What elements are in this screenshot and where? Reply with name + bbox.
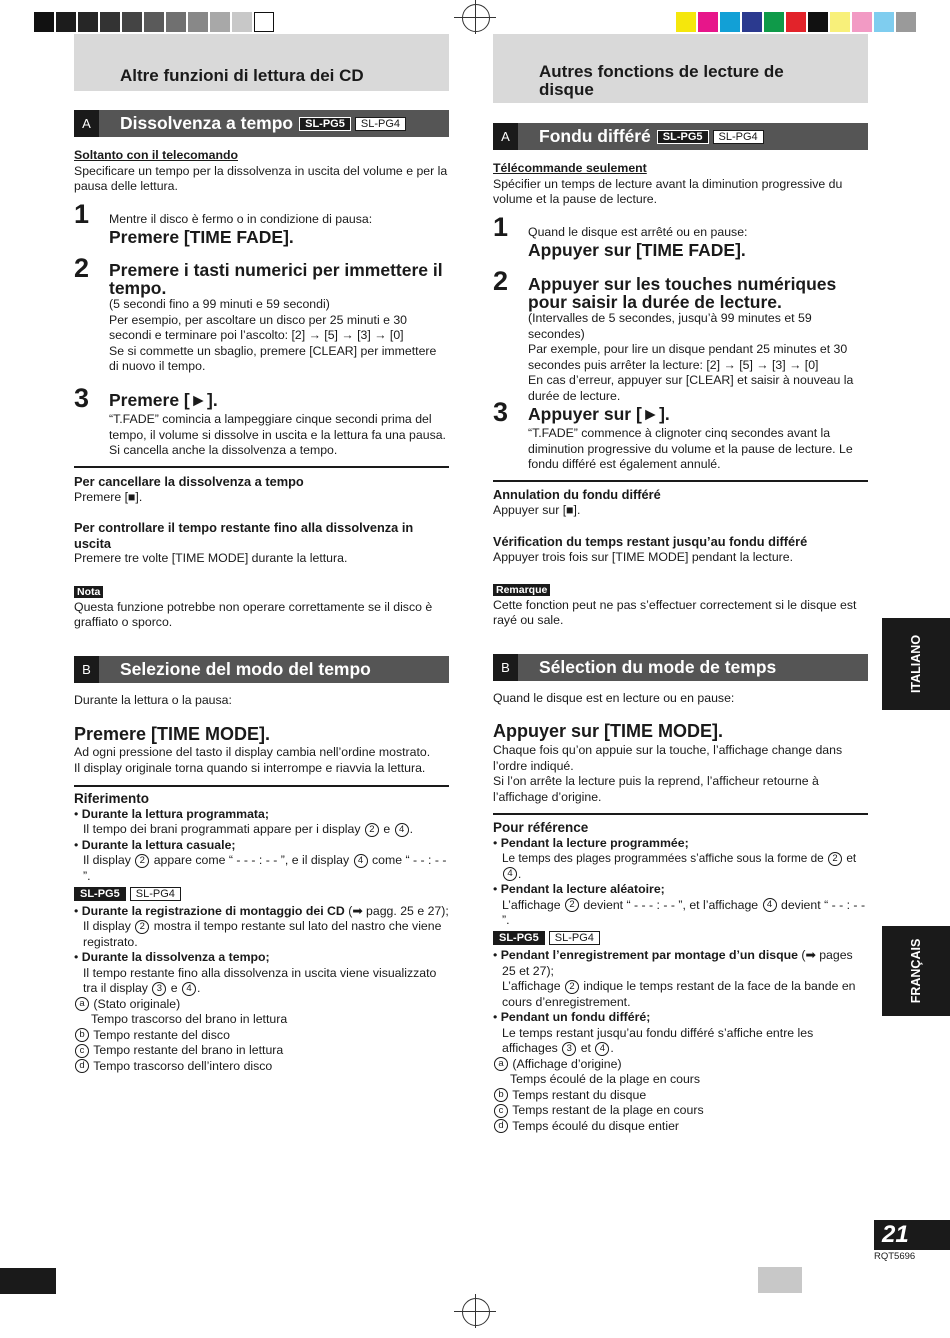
step-number: 2 <box>493 266 509 296</box>
b-instruction: Appuyer sur [TIME MODE]. <box>493 721 724 741</box>
step-3 <box>528 405 868 473</box>
section-title: Sélection du mode de temps <box>539 657 777 677</box>
french-column <box>493 0 868 1338</box>
italian-title-box <box>74 34 449 91</box>
legend-text: Temps restant du disque <box>512 1087 647 1102</box>
divider <box>493 480 868 482</box>
display-number: 2 <box>135 920 149 934</box>
ref-text: et <box>846 851 857 865</box>
french-title: Autres fonctions de lecture de disque <box>539 62 784 99</box>
step-2-line: (5 secondi fino a 99 minuti e 59 secondi) <box>109 297 330 311</box>
step-2-line: Per esempio, per ascoltare un disco per 25 minuti e 30 secondi e terminare poi l’ascolto: [2] → [5] → [3] → [0] <box>109 312 408 342</box>
legend-item <box>74 997 449 1013</box>
ref-text: appare come “ - - - : - - ”, e il display <box>153 853 350 867</box>
italian-title: Altre funzioni di lettura dei CD <box>120 66 364 85</box>
reference-item-text <box>493 851 868 882</box>
step-3 <box>109 391 449 459</box>
ref-text: Il display <box>83 853 131 867</box>
display-number: 2 <box>828 852 842 866</box>
remote-text: Spécifier un temps de lecture avant la diminution progressive du volume et la pause de lecture. <box>493 176 843 206</box>
reference-item: • Durante la dissolvenza a tempo; <box>74 950 270 964</box>
section-letter: B <box>493 654 518 681</box>
legend-letter: d <box>494 1119 508 1133</box>
reference-item-head: Durante la lettura casuale; <box>81 837 236 852</box>
cancel-block <box>74 474 449 505</box>
ref-text: et <box>580 1041 591 1055</box>
display-number: 4 <box>182 982 196 996</box>
reference-item-head: Pendant la lecture programmée; <box>500 835 689 850</box>
reference-item-head: Pendant la lecture aléatoire; <box>500 882 665 896</box>
display-number: 4 <box>503 867 517 881</box>
note-label: Remarque <box>493 584 550 596</box>
note-block <box>493 582 868 629</box>
legend-text: Temps restant de la plage en cours <box>512 1103 704 1117</box>
ref-text: Il tempo restante fino alla dissolvenza in uscita viene visualizzato tra il display <box>83 965 437 995</box>
step-number: 1 <box>493 212 509 242</box>
b-line: Chaque fois qu’on appuie sur la touche, l’affichage change dans l’ordre indiqué. <box>493 743 843 773</box>
step-number: 3 <box>493 397 509 427</box>
reference-item: • Pendant la lecture aléatoire; <box>493 882 665 896</box>
display-number: 3 <box>152 982 166 996</box>
reference-item-head: Pendant l’enregistrement par montage d’un disque <box>500 948 798 962</box>
display-number: 4 <box>595 1042 609 1056</box>
b-line: Il display originale torna quando si interrompe e riavvia la lettura. <box>74 760 426 775</box>
cancel-block <box>493 487 868 518</box>
legend-item <box>74 1043 449 1059</box>
registration-mark-bottom <box>462 1298 488 1324</box>
step-3-text: “T.FADE” commence à clignoter cinq secondes avant la diminution progressive du volume et la pause de lecture. Le fondu différé est également annulé. <box>528 426 853 471</box>
cancel-text: Appuyer sur [■]. <box>493 502 581 517</box>
legend-text: Tempo restante del brano in lettura <box>93 1043 284 1057</box>
check-block <box>493 534 868 565</box>
model-badge-pg4: SL-PG4 <box>130 887 181 901</box>
bottom-gray-mark <box>758 1267 802 1293</box>
remote-heading: Soltanto con il telecomando <box>74 148 238 162</box>
reference-item-text <box>74 966 449 997</box>
legend-letter: a <box>75 997 89 1011</box>
ref-text: . <box>197 981 201 995</box>
step-1-instruction: Premere [TIME FADE]. <box>109 226 294 247</box>
b-text <box>493 743 868 805</box>
note-text: Cette fonction peut ne pas s’effectuer correctement si le disque est rayé ou sale. <box>493 597 857 627</box>
note-label: Nota <box>74 586 103 598</box>
b-line: Si l’on arrête la lecture puis la reprend, l’afficheur retourne à l’affichage d’origine. <box>493 774 819 804</box>
ref-text: Le temps des plages programmées s’affiche sous la forme de <box>502 851 824 865</box>
remote-note <box>493 161 868 208</box>
b-pre: Durante la lettura o la pausa: <box>74 693 232 707</box>
step-1-instruction: Appuyer sur [TIME FADE]. <box>528 239 746 260</box>
b-pre: Quand le disque est en lecture ou en pause: <box>493 691 735 705</box>
note-block <box>74 584 449 631</box>
ref-text: indique le temps restant de la face de la bande en cours d’enregistrement. <box>502 979 856 1009</box>
remote-heading: Télécommande seulement <box>493 161 647 175</box>
legend-item <box>74 1028 449 1044</box>
step-2-instruction: Premere i tasti numerici per immettere il tempo. <box>109 260 443 298</box>
legend-text: (Stato originale) <box>93 996 181 1011</box>
ref-text: . <box>409 822 414 836</box>
display-number: 2 <box>365 823 379 837</box>
reference-item-head: Durante la registrazione di montaggio dei CD <box>81 903 345 918</box>
legend-item <box>74 1059 449 1075</box>
ref-text: L’affichage <box>502 897 561 912</box>
legend-letter: a <box>494 1057 508 1071</box>
step-2 <box>109 261 449 375</box>
language-tab-italiano <box>882 618 950 710</box>
legend-item <box>493 1103 868 1119</box>
divider <box>493 813 868 815</box>
cancel-heading: Annulation du fondu différé <box>493 487 661 502</box>
model-badge-pg5: SL-PG5 <box>299 117 351 131</box>
display-number: 2 <box>565 980 579 994</box>
registration-mark-top <box>462 4 488 30</box>
language-tab-label: ITALIANO <box>909 634 923 694</box>
legend-text: Temps écoulé de la plage en cours <box>510 1072 701 1086</box>
display-number: 3 <box>562 1042 576 1056</box>
page-number: 21 <box>882 1221 909 1248</box>
section-title: Selezione del modo del tempo <box>120 659 371 679</box>
legend-item <box>493 1057 868 1073</box>
divider <box>74 466 449 468</box>
ref-text: . <box>518 866 522 881</box>
model-badge-pg4: SL-PG4 <box>355 117 406 131</box>
legend-letter: d <box>75 1059 89 1073</box>
display-number: 4 <box>354 854 368 868</box>
cancel-text: Premere [■]. <box>74 489 143 504</box>
reference-item: • Durante la registrazione di montaggio dei CD (➡ pagg. 25 e 27); <box>74 903 449 918</box>
italian-column <box>74 0 449 1338</box>
step-3-text: “T.FADE” comincia a lampeggiare cinque secondi prima del tempo, il volume si dissolve in uscita e la lettura fa una pausa. Si cancella anche la dissolvenza a tempo. <box>109 412 446 457</box>
step-1 <box>109 212 449 246</box>
legend-item <box>493 1088 868 1104</box>
step-2 <box>528 275 868 404</box>
document-code: RQT5696 <box>874 1251 916 1262</box>
legend-item <box>493 1119 868 1135</box>
language-tab-label: FRANÇAIS <box>909 938 923 1004</box>
reference-heading: Riferimento <box>74 791 150 806</box>
legend-letter: c <box>75 1044 89 1058</box>
check-heading: Vérification du temps restant jusqu’au fondu différé <box>493 534 808 549</box>
reference-item-text <box>74 822 449 838</box>
display-number: 2 <box>565 898 579 912</box>
reference-item: • Pendant la lecture programmée; <box>493 835 689 850</box>
check-heading: Per controllare il tempo restante fino alla dissolvenza in uscita <box>74 520 414 551</box>
display-number: 2 <box>135 854 149 868</box>
step-2-line: En cas d’erreur, appuyer sur [CLEAR] et saisir à nouveau la durée de lecture. <box>528 373 854 403</box>
ref-text: come “ - - : - - ”. <box>83 853 447 883</box>
reference-heading: Pour référence <box>493 820 589 835</box>
remote-note <box>74 148 449 195</box>
step-number: 1 <box>74 199 90 229</box>
ref-text: e <box>170 981 178 995</box>
check-text: Appuyer trois fois sur [TIME MODE] pendant la lecture. <box>493 549 794 564</box>
reference-item: • Durante la lettura programmata; <box>74 806 269 821</box>
reference-block <box>493 820 868 1134</box>
legend-text: Temps écoulé du disque entier <box>512 1118 679 1133</box>
ref-text: mostra il tempo restante sul lato del nastro che viene registrato. <box>83 919 442 949</box>
section-title-text: Dissolvenza a tempo <box>120 113 294 133</box>
step-3-instruction: Premere [►]. <box>109 390 218 410</box>
section-letter: A <box>74 110 99 137</box>
model-badge-pg5: SL-PG5 <box>493 931 545 945</box>
section-a-bar <box>74 110 449 137</box>
legend-letter: b <box>494 1088 508 1102</box>
reference-item: • Pendant l’enregistrement par montage d’un disque (➡ pages 25 et 27); <box>493 948 853 978</box>
ref-text: . <box>610 1041 614 1055</box>
remote-text: Specificare un tempo per la dissolvenza in uscita del volume e per la pausa delle lettura. <box>74 163 448 193</box>
display-number: 4 <box>763 898 777 912</box>
section-title-text: Fondu différé <box>539 126 651 146</box>
ref-text: Il display <box>83 919 131 933</box>
french-title-box <box>493 34 868 103</box>
ref-text: devient “ - - - : - - ”, et l’affichage <box>583 897 759 912</box>
reference-item-text <box>493 1026 868 1057</box>
reference-item: • Pendant un fondu différé; <box>493 1010 651 1024</box>
model-badges <box>74 886 449 902</box>
reference-item-text <box>493 979 868 1010</box>
step-3-instruction: Appuyer sur [►]. <box>528 404 670 424</box>
step-1 <box>528 225 868 259</box>
step-2-line: (Intervalles de 5 secondes, jusqu’à 99 minutes et 59 secondes) <box>528 311 812 341</box>
reference-item-head: Pendant un fondu différé; <box>500 1010 651 1024</box>
step-2-line: Par exemple, pour lire un disque pendant 25 minutes et 30 secondes puis arrêter la lecture: [2] → [5] → [3] → [0] <box>528 342 848 372</box>
step-2-line: Se si commette un sbaglio, premere [CLEAR] per immettere di nuovo il tempo. <box>109 343 437 373</box>
reference-block <box>74 791 449 1074</box>
model-badge-pg5: SL-PG5 <box>657 130 709 144</box>
b-instruction: Premere [TIME MODE]. <box>74 724 271 744</box>
page-number-box <box>874 1220 950 1250</box>
bottom-black-mark <box>0 1268 56 1294</box>
ref-text: L’affichage <box>502 979 561 993</box>
step-1-pre: Quand le disque est arrêté ou en pause: <box>528 225 748 239</box>
section-letter: A <box>493 123 518 150</box>
reference-item-text <box>74 919 449 950</box>
section-title <box>120 110 406 137</box>
page-reference: (➡ pagg. 25 e 27); <box>348 903 449 918</box>
display-number: 4 <box>395 823 409 837</box>
b-line: Ad ogni pressione del tasto il display cambia nell’ordine mostrato. <box>74 745 431 759</box>
section-b-bar <box>74 656 449 683</box>
legend-text: (Affichage d’origine) <box>512 1056 622 1071</box>
ref-text: Il tempo dei brani programmati appare per i display <box>83 822 361 836</box>
section-a-bar <box>493 123 868 150</box>
section-letter: B <box>74 656 99 683</box>
step-number: 2 <box>74 253 90 283</box>
reference-item-text <box>74 853 449 884</box>
check-text: Premere tre volte [TIME MODE] durante la lettura. <box>74 551 348 565</box>
model-badges <box>493 931 868 947</box>
language-tab-francais <box>882 926 950 1016</box>
check-block <box>74 520 449 567</box>
legend-text: Tempo restante del disco <box>93 1027 230 1042</box>
reference-item-head: Durante la lettura programmata; <box>81 806 269 821</box>
divider <box>74 785 449 787</box>
step-number: 3 <box>74 383 90 413</box>
ref-text: e <box>383 822 391 836</box>
legend-text: Tempo trascorso del brano in lettura <box>91 1012 288 1026</box>
ref-text: devient “ - - : - - ”. <box>502 897 866 927</box>
note-text: Questa funzione potrebbe non operare correttamente se il disco è graffiato o sporco. <box>74 599 433 629</box>
reference-item-text <box>493 898 868 929</box>
model-badge-pg5: SL-PG5 <box>74 887 126 901</box>
reference-item: • Durante la lettura casuale; <box>74 837 236 852</box>
model-badge-pg4: SL-PG4 <box>549 931 600 945</box>
reference-item-head: Durante la dissolvenza a tempo; <box>81 950 270 964</box>
b-text <box>74 745 449 776</box>
section-b-bar <box>493 654 868 681</box>
model-badge-pg4: SL-PG4 <box>713 130 764 144</box>
cancel-heading: Per cancellare la dissolvenza a tempo <box>74 474 304 489</box>
step-1-pre: Mentre il disco è fermo o in condizione di pausa: <box>109 212 373 226</box>
legend-text: Tempo trascorso dell’intero disco <box>93 1058 273 1073</box>
legend-letter: c <box>494 1104 508 1118</box>
section-title <box>539 123 764 150</box>
legend-letter: b <box>75 1028 89 1042</box>
step-2-instruction: Appuyer sur les touches numériques pour saisir la durée de lecture. <box>528 274 837 312</box>
page-reference: (➡ pages 25 et 27); <box>502 948 853 978</box>
ref-text: Le temps restant jusqu’au fondu différé s’affiche entre les affichages <box>502 1025 814 1055</box>
